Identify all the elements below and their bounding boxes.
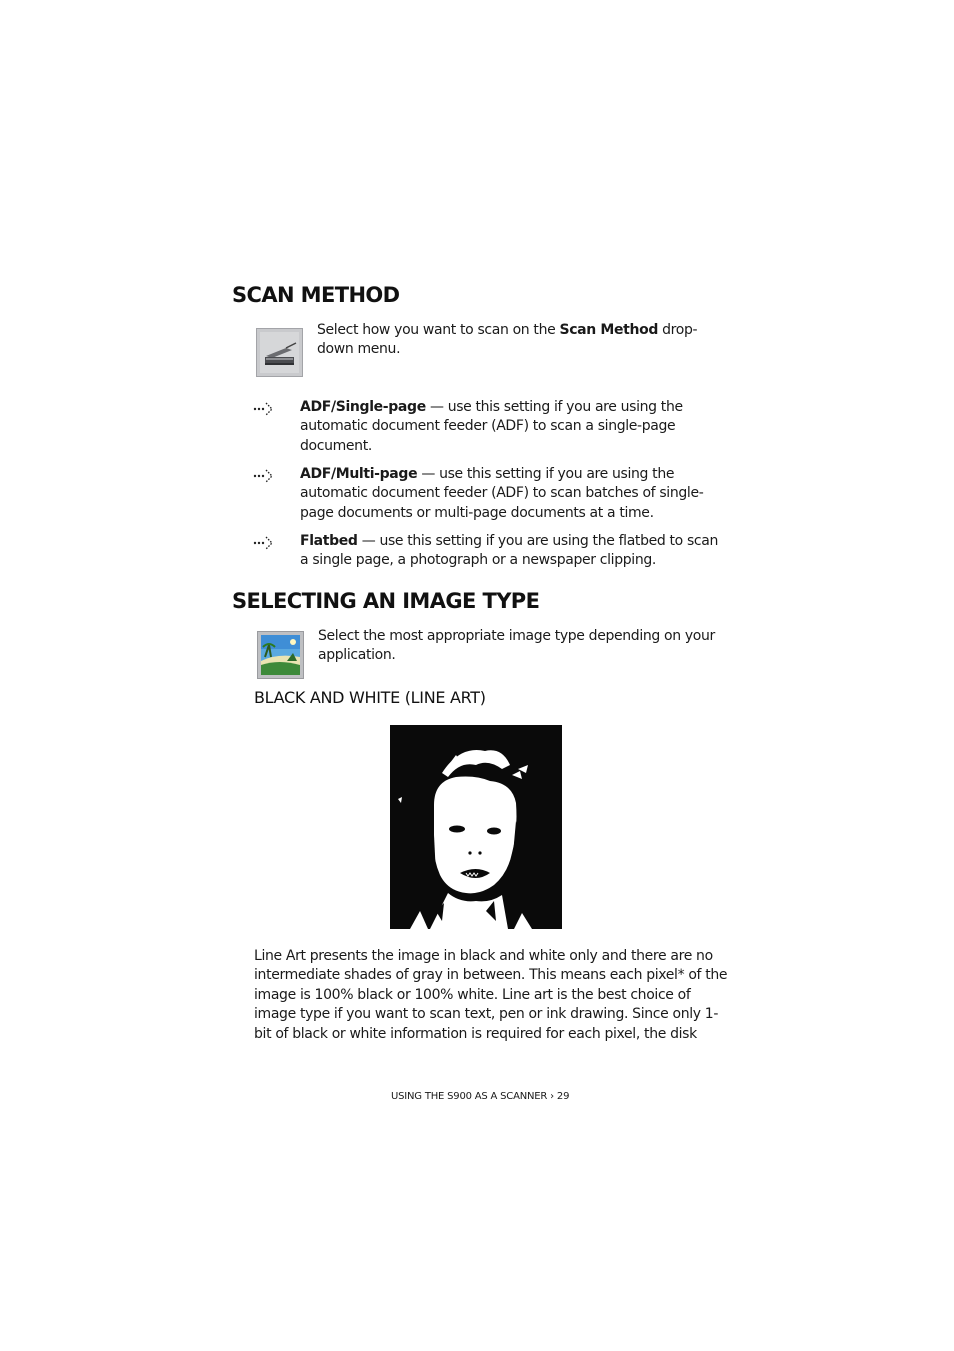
arrow-bullet-icon — [253, 468, 275, 484]
scan-method-heading: SCAN METHOD — [232, 283, 400, 307]
line-art-portrait-image — [390, 725, 562, 929]
scan-method-option-adf-multi: ADF/Multi-page — use this setting if you are using the automatic document feeder (ADF) to scan batches of single-page documents or multi-page documents at a time. — [300, 466, 704, 521]
scan-method-intro: Select how you want to scan on the Scan Method drop-down menu. — [317, 322, 698, 358]
scan-method-option-adf-single: ADF/Single-page — use this setting if you are using the automatic document feeder (ADF) to scan a single-page document. — [300, 399, 683, 454]
flatbed-scanner-icon — [256, 328, 303, 377]
arrow-bullet-icon — [253, 401, 275, 417]
line-art-paragraph: Line Art presents the image in black and white only and there are no intermediate shades of gray in between. This means each pixel* of the image is 100% black or 100% white. Line art is the best choice of image type if you want to scan text, pen or ink drawing. Since only 1-bit of black or white information is required for each pixel, the disk — [254, 948, 728, 1042]
line-art-subheading: BLACK AND WHITE (LINE ART) — [254, 688, 486, 707]
landscape-picture-icon — [257, 631, 304, 679]
scan-method-option-flatbed: Flatbed — use this setting if you are using the flatbed to scan a single page, a photograph or a newspaper clipping. — [300, 533, 719, 569]
page-footer: USING THE S900 AS A SCANNER › 29 — [391, 1091, 570, 1102]
image-type-heading: SELECTING AN IMAGE TYPE — [232, 589, 540, 613]
image-type-intro: Select the most appropriate image type depending on your application. — [318, 628, 715, 664]
arrow-bullet-icon — [253, 535, 275, 551]
